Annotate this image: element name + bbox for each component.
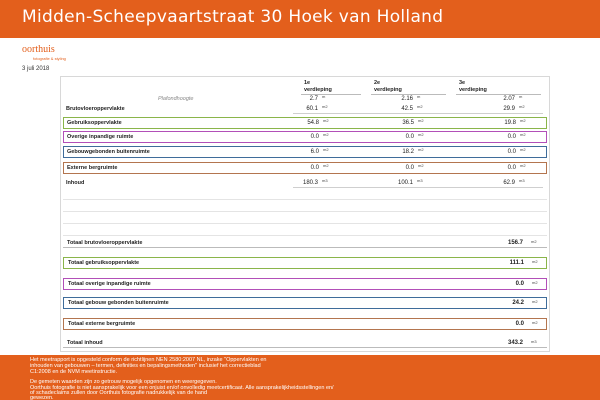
total-unit: m2 (532, 280, 538, 285)
total-label: Totaal inhoud (67, 340, 103, 346)
row-rule (293, 113, 543, 114)
unit-2: m2 (417, 104, 423, 109)
unit-1: m2 (322, 104, 328, 109)
value-3: 2.07 (503, 96, 515, 102)
value-1: 180.3 (302, 180, 318, 186)
total-externe-bergruimte (63, 318, 547, 330)
row-externe-bergruimte (63, 162, 547, 174)
row-label: Overige inpandige ruimte (67, 134, 134, 140)
unit-3: m3 (519, 178, 525, 183)
unit-2: m2 (418, 147, 424, 152)
footer-line: C1:2008 en de NVM meetinstructie. (30, 369, 118, 375)
value-1: 6.0 (310, 149, 319, 155)
row-brutovloeroppervlakte (63, 104, 547, 114)
unit-1: m3 (322, 178, 328, 183)
total-value: 156.7 (507, 240, 523, 246)
row-label: Externe bergruimte (67, 165, 118, 171)
column-header-3: 3e verdieping (459, 80, 487, 93)
unit-3: m2 (520, 132, 526, 137)
total-label: Totaal brutovloeroppervlakte (67, 240, 143, 246)
footer-line: inhouden van gebouwen – termen, definities en bepalingsmethoden" inclusief het correctieblad (30, 363, 261, 369)
total-gebouw-gebonden-buitenruimte (63, 297, 547, 309)
value-3: 62.9 (503, 180, 515, 186)
empty-rule (63, 223, 547, 224)
unit-3: m2 (520, 163, 526, 168)
unit-2: m2 (418, 118, 424, 123)
row-inhoud (63, 178, 547, 188)
footer-line: gewezen. (30, 395, 54, 400)
value-2: 42.5 (401, 106, 413, 112)
value-1: 0.0 (310, 134, 319, 140)
unit-1: m2 (323, 163, 329, 168)
value-2: 0.0 (405, 165, 414, 171)
total-unit: m2 (532, 259, 538, 264)
empty-rule (63, 235, 547, 236)
total-label: Totaal gebouw gebonden buitenruimte (68, 300, 169, 306)
row-label: Gebouwgebonden buitenruimte (67, 149, 150, 155)
row-gebruiksoppervlakte (63, 117, 547, 129)
value-1: 60.1 (306, 106, 318, 112)
row-plafondhoogte (63, 94, 547, 104)
value-1: 0.0 (310, 165, 319, 171)
empty-rule (63, 211, 547, 212)
total-value: 343.2 (507, 340, 523, 346)
unit-2: m3 (417, 178, 423, 183)
total-value: 111.1 (509, 260, 524, 266)
total-bruto (63, 238, 547, 248)
total-value: 0.0 (515, 321, 524, 327)
unit-3: m (519, 94, 523, 99)
row-label: Gebruiksoppervlakte (67, 120, 122, 126)
total-inhoud (63, 338, 547, 348)
footer-line: of schadeclaims zullen door Oorthuis fotografie nadrukkelijk van de hand (30, 390, 208, 396)
total-overige-inpandige-ruimte (63, 278, 547, 290)
report-date: 3 juli 2018 (22, 66, 50, 72)
row-overige-inpandige-ruimte (63, 131, 547, 143)
row-label: Brutovloeroppervlakte (66, 106, 125, 112)
value-2: 2.16 (401, 96, 413, 102)
row-label: Plafondhoogte (158, 96, 194, 102)
total-value: 24.2 (512, 300, 524, 306)
empty-rule (63, 199, 547, 200)
total-unit: m2 (532, 320, 538, 325)
page-title: Midden-Scheepvaartstraat 30 Hoek van Holland (22, 7, 444, 27)
total-unit: m3 (531, 339, 537, 344)
measurement-sheet (60, 76, 550, 352)
unit-2: m (417, 94, 421, 99)
column-header-2: 2e verdieping (374, 80, 402, 93)
total-gebruiksoppervlakte (63, 257, 547, 269)
footer-line: De gemeten waarden zijn zo getrouw mogelijk opgenomen en weergegeven. (30, 379, 217, 385)
value-3: 0.0 (507, 165, 516, 171)
total-label: Totaal gebruiksoppervlakte (68, 260, 140, 266)
value-3: 19.8 (504, 120, 516, 126)
column-header-1: 1e verdieping (304, 80, 332, 93)
logo-tagline: fotografie & styling (33, 56, 66, 61)
value-1: 54.8 (307, 120, 319, 126)
page-header (0, 0, 600, 38)
unit-1: m2 (323, 147, 329, 152)
value-1: 2.7 (309, 96, 318, 102)
value-2: 36.5 (402, 120, 414, 126)
unit-1: m (322, 94, 326, 99)
value-2: 100.1 (397, 180, 413, 186)
footer-line: Oorthuis fotografie is niet aansprakelijk voor een onjuist en/of onvolledig meetcertificaat. Alle aansprakelijkheidsstellingen en/ (30, 385, 334, 391)
page-footer (0, 355, 600, 400)
unit-3: m2 (520, 118, 526, 123)
value-2: 18.2 (402, 149, 414, 155)
unit-3: m2 (520, 147, 526, 152)
unit-1: m2 (323, 118, 329, 123)
value-2: 0.0 (405, 134, 414, 140)
total-unit: m2 (532, 299, 538, 304)
total-label: Totaal externe bergruimte (68, 321, 136, 327)
value-3: 29.9 (503, 106, 515, 112)
total-rule (63, 247, 547, 248)
unit-2: m2 (418, 163, 424, 168)
footer-line: Het meetrapport is opgesteld conform de richtlijnen NEN 2580:2007 NL, inzake "Oppervlakten en (30, 357, 267, 363)
row-rule (293, 187, 543, 188)
row-gebouwgebonden-buitenruimte (63, 146, 547, 158)
total-rule (63, 347, 547, 348)
row-label: Inhoud (66, 180, 85, 186)
total-label: Totaal overige inpandige ruimte (68, 281, 151, 287)
total-value: 0.0 (515, 281, 524, 287)
value-3: 0.0 (507, 149, 516, 155)
value-3: 0.0 (507, 134, 516, 140)
total-unit: m2 (531, 239, 537, 244)
logo-name: oorthuis (22, 44, 55, 55)
unit-3: m2 (519, 104, 525, 109)
unit-1: m2 (323, 132, 329, 137)
unit-2: m2 (418, 132, 424, 137)
company-logo (22, 44, 82, 62)
